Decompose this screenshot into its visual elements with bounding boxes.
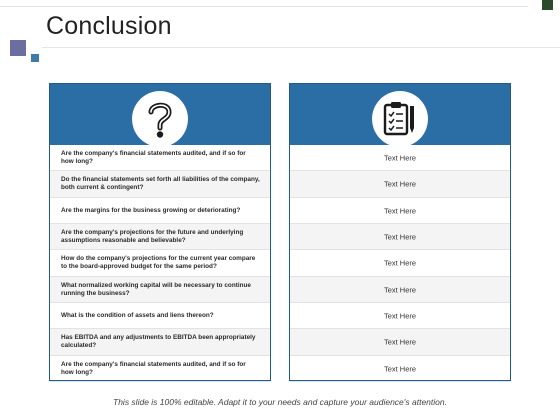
- answers-panel: [289, 83, 511, 381]
- answer-row: [290, 356, 510, 382]
- questions-panel: [49, 83, 271, 381]
- slide-title: Conclusion: [46, 12, 172, 40]
- question-text: Has EBITDA and any adjustments to EBITDA been appropriately calculated?: [61, 334, 256, 349]
- answer-row: [290, 198, 510, 224]
- question-row: [50, 224, 270, 250]
- answer-row: [290, 250, 510, 277]
- answers-list: [290, 145, 510, 374]
- answers-panel-header: [290, 84, 510, 145]
- question-text: How do the company's projections for the current year compare to the board-approved budget for the same period?: [61, 255, 256, 270]
- question-row: [50, 356, 270, 382]
- answer-row: [290, 329, 510, 356]
- questions-list: [50, 145, 270, 374]
- top-divider: [0, 6, 528, 7]
- answer-row: [290, 145, 510, 171]
- answer-row: [290, 303, 510, 329]
- accent-square-small: [31, 54, 39, 62]
- accent-square-large: [10, 40, 26, 56]
- answer-text: Text Here: [383, 285, 417, 294]
- question-row: [50, 171, 270, 198]
- question-row: [50, 277, 270, 303]
- question-text: Are the company's projections for the future and underlying assumptions reasonable and believable?: [61, 228, 244, 244]
- question-row: [50, 329, 270, 356]
- answer-text: Text Here: [383, 232, 417, 241]
- question-text: What is the condition of assets and liens thereon?: [61, 311, 214, 319]
- clipboard-icon-circle: [372, 91, 428, 147]
- answer-text: Text Here: [383, 337, 417, 347]
- question-text: Are the company's financial statements audited, and if so for how long?: [61, 149, 246, 165]
- question-row: [50, 198, 270, 224]
- corner-accent: [542, 0, 553, 10]
- question-text: What normalized working capital will be necessary to continue running the business?: [61, 281, 251, 297]
- question-icon-circle: [132, 91, 188, 147]
- answer-row: [290, 224, 510, 250]
- title-divider: [42, 47, 560, 48]
- question-text: Are the company's financial statements audited, and if so for how long?: [61, 360, 246, 376]
- answer-text: Text Here: [383, 179, 417, 189]
- question-row: [50, 145, 270, 171]
- answer-row: [290, 171, 510, 198]
- question-text: Are the margins for the business growing or deteriorating?: [61, 206, 241, 214]
- question-mark-icon: [143, 99, 177, 139]
- question-row: [50, 250, 270, 277]
- question-text: Do the financial statements set forth all liabilities of the company, both current & contingent?: [61, 176, 260, 191]
- slide-footer-note: This slide is 100% editable. Adapt it to your needs and capture your audience's attention.: [113, 397, 447, 407]
- questions-panel-header: [50, 84, 270, 145]
- answer-text: Text Here: [383, 258, 417, 268]
- clipboard-checklist-icon: [382, 100, 418, 138]
- answer-row: [290, 277, 510, 303]
- answer-text: Text Here: [383, 206, 417, 215]
- answer-text: Text Here: [383, 311, 417, 320]
- answer-text: Text Here: [383, 153, 417, 162]
- answer-text: Text Here: [383, 364, 417, 373]
- question-row: [50, 303, 270, 329]
